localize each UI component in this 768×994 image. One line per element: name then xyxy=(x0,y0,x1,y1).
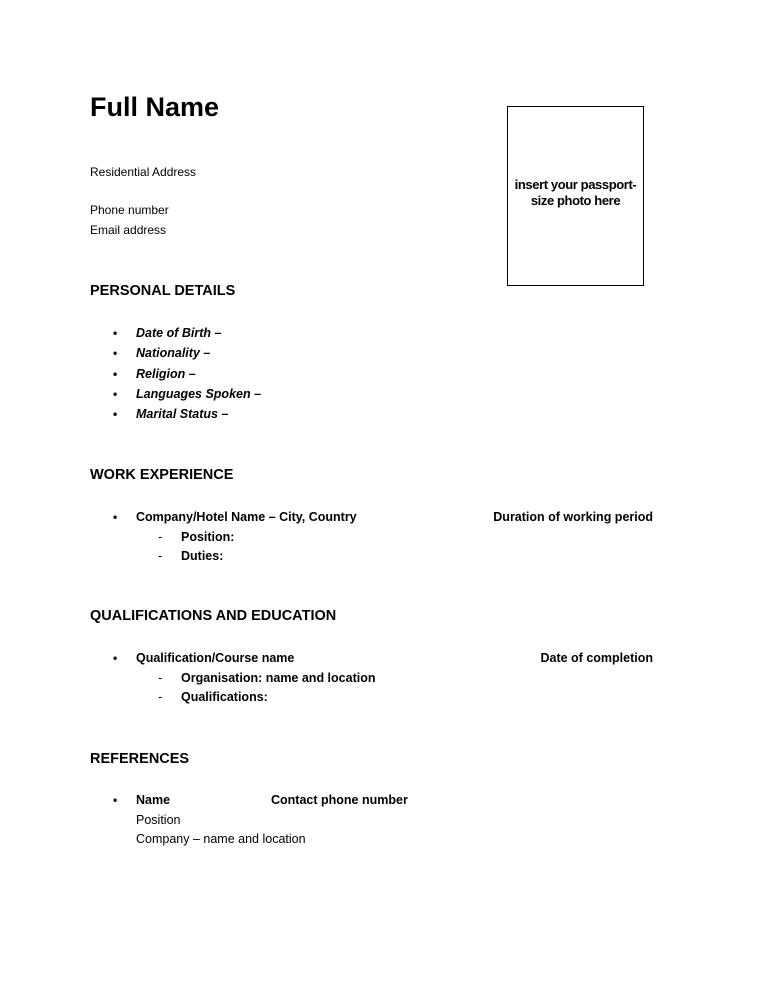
bullet-icon: • xyxy=(113,366,118,381)
reference-entry xyxy=(113,793,170,807)
work-position xyxy=(158,530,234,544)
education-organisation xyxy=(158,671,375,685)
bullet-icon: • xyxy=(113,326,118,340)
dash-icon: - xyxy=(158,549,163,563)
reference-name: Name xyxy=(136,793,171,807)
education-heading: QUALIFICATIONS AND EDUCATION xyxy=(90,608,337,624)
photo-placeholder-label: insert your passport-size photo here xyxy=(514,177,637,208)
personal-detail-label: Marital Status – xyxy=(136,407,229,422)
organisation-label: Organisation: name and location xyxy=(181,671,376,685)
phone-number: Phone number xyxy=(90,203,169,217)
photo-placeholder[interactable] xyxy=(507,106,644,286)
list-item xyxy=(113,343,261,363)
dash-icon: - xyxy=(158,671,163,685)
completion-date: Date of completion xyxy=(540,651,653,665)
full-name: Full Name xyxy=(90,92,220,122)
work-duties xyxy=(158,549,223,563)
education-entry xyxy=(113,651,294,665)
qualifications-label: Qualifications: xyxy=(181,690,268,704)
personal-detail-label: Date of Birth – xyxy=(136,326,222,340)
list-item xyxy=(113,404,261,424)
residential-address: Residential Address xyxy=(90,165,197,179)
personal-details-list xyxy=(113,323,261,424)
reference-position: Position xyxy=(136,813,181,827)
list-item xyxy=(113,323,261,343)
work-duties-label: Duties: xyxy=(181,549,224,563)
personal-detail-label: Languages Spoken – xyxy=(136,386,262,401)
work-position-label: Position: xyxy=(181,530,235,544)
list-item xyxy=(113,384,261,404)
bullet-icon: • xyxy=(113,510,118,524)
reference-contact: Contact phone number xyxy=(271,793,408,807)
bullet-icon: • xyxy=(113,346,118,361)
education-qualifications xyxy=(158,690,268,704)
list-item xyxy=(113,364,261,384)
work-entry xyxy=(113,510,357,524)
course-name: Qualification/Course name xyxy=(136,651,295,665)
work-experience-heading: WORK EXPERIENCE xyxy=(90,467,234,483)
personal-detail-label: Nationality – xyxy=(136,346,211,361)
bullet-icon: • xyxy=(113,651,118,665)
email-address: Email address xyxy=(90,223,167,237)
work-duration: Duration of working period xyxy=(493,510,653,524)
company-name: Company/Hotel Name – City, Country xyxy=(136,510,357,524)
personal-details-heading: PERSONAL DETAILS xyxy=(90,283,236,299)
bullet-icon: • xyxy=(113,793,118,807)
dash-icon: - xyxy=(158,530,163,544)
personal-detail-label: Religion – xyxy=(136,366,196,381)
bullet-icon: • xyxy=(113,386,118,401)
reference-company: Company – name and location xyxy=(136,832,306,846)
references-heading: REFERENCES xyxy=(90,751,190,767)
bullet-icon: • xyxy=(113,407,118,422)
dash-icon: - xyxy=(158,690,163,704)
